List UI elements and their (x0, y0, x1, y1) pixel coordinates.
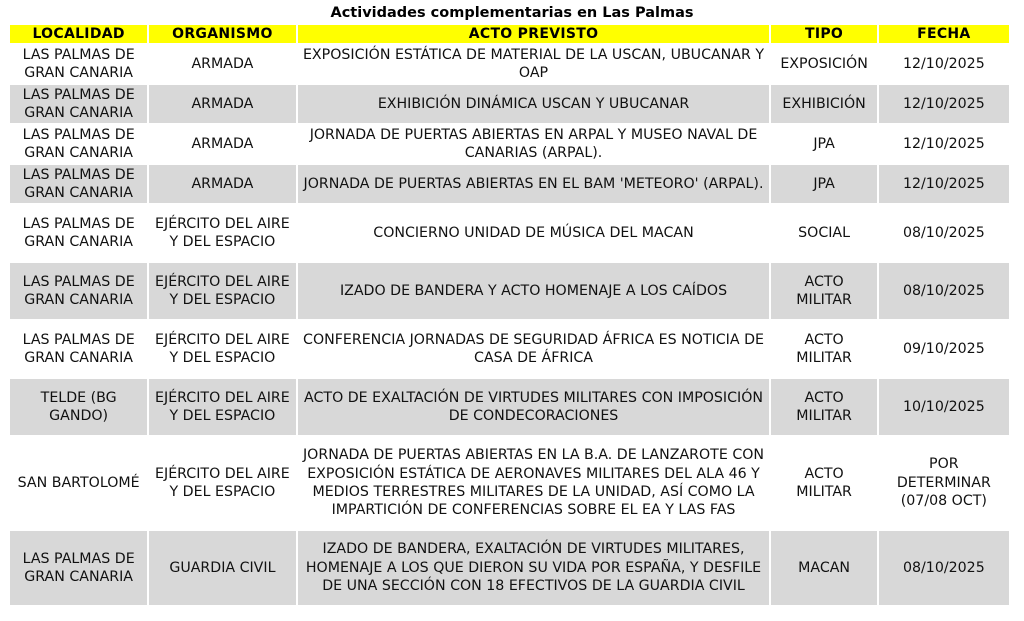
cell-localidad: TELDE (BG GANDO) (10, 379, 147, 435)
header-row (10, 25, 1009, 43)
cell-fecha: 12/10/2025 (879, 165, 1009, 203)
cell-localidad: SAN BARTOLOMÉ (10, 437, 147, 529)
cell-acto: IZADO DE BANDERA, EXALTACIÓN DE VIRTUDES MILITARES, HOMENAJE A LOS QUE DIERON SU VIDA POR ESPAÑA, Y DESFILE DE UNA SECCIÓN CON 18 EFECTIVOS DE LA GUARDIA CIVIL (298, 531, 770, 605)
cell-fecha: 12/10/2025 (879, 45, 1009, 83)
cell-organismo: ARMADA (149, 165, 295, 203)
cell-tipo: EXHIBICIÓN (771, 85, 876, 123)
cell-localidad: LAS PALMAS DE GRAN CANARIA (10, 321, 147, 377)
cell-tipo: JPA (771, 125, 876, 163)
cell-organismo: EJÉRCITO DEL AIRE Y DEL ESPACIO (149, 321, 295, 377)
cell-localidad: LAS PALMAS DE GRAN CANARIA (10, 531, 147, 605)
cell-fecha: 12/10/2025 (879, 85, 1009, 123)
cell-tipo: SOCIAL (771, 205, 876, 261)
table-row (10, 205, 1009, 261)
cell-acto: JORNADA DE PUERTAS ABIERTAS EN ARPAL Y MUSEO NAVAL DE CANARIAS (ARPAL). (298, 125, 770, 163)
table-row (10, 321, 1009, 377)
cell-fecha: 09/10/2025 (879, 321, 1009, 377)
table-row (10, 125, 1009, 163)
cell-tipo: MACAN (771, 531, 876, 605)
table-row (10, 379, 1009, 435)
cell-acto: EXPOSICIÓN ESTÁTICA DE MATERIAL DE LA USCAN, UBUCANAR Y OAP (298, 45, 770, 83)
header-localidad: LOCALIDAD (10, 25, 147, 43)
cell-acto: ACTO DE EXALTACIÓN DE VIRTUDES MILITARES CON IMPOSICIÓN DE CONDECORACIONES (298, 379, 770, 435)
cell-tipo: EXPOSICIÓN (771, 45, 876, 83)
cell-localidad: LAS PALMAS DE GRAN CANARIA (10, 165, 147, 203)
cell-localidad: LAS PALMAS DE GRAN CANARIA (10, 45, 147, 83)
table-row (10, 263, 1009, 319)
cell-fecha: 08/10/2025 (879, 205, 1009, 261)
cell-organismo: ARMADA (149, 45, 295, 83)
header-organismo: ORGANISMO (149, 25, 295, 43)
cell-organismo: GUARDIA CIVIL (149, 531, 295, 605)
cell-acto: CONFERENCIA JORNADAS DE SEGURIDAD ÁFRICA ES NOTICIA DE CASA DE ÁFRICA (298, 321, 770, 377)
cell-organismo: ARMADA (149, 85, 295, 123)
cell-organismo: ARMADA (149, 125, 295, 163)
header-acto-previsto: ACTO PREVISTO (298, 25, 770, 43)
table-row (10, 45, 1009, 83)
cell-fecha: 10/10/2025 (879, 379, 1009, 435)
cell-tipo: ACTO MILITAR (771, 321, 876, 377)
cell-organismo: EJÉRCITO DEL AIRE Y DEL ESPACIO (149, 205, 295, 261)
document-title: Actividades complementarias en Las Palmas (330, 5, 694, 21)
cell-acto: JORNADA DE PUERTAS ABIERTAS EN LA B.A. DE LANZAROTE CON EXPOSICIÓN ESTÁTICA DE AERONAVES MILITARES DEL ALA 46 Y MEDIOS TERRESTRES MILITARES DE LA UNIDAD, ASÍ COMO LA IMPARTICIÓN DE CONFERENCIAS SOBRE EL EA Y LAS FAS (298, 437, 770, 529)
cell-fecha: 08/10/2025 (879, 263, 1009, 319)
cell-acto: JORNADA DE PUERTAS ABIERTAS EN EL BAM 'METEORO' (ARPAL). (298, 165, 770, 203)
table-row (10, 437, 1009, 529)
cell-localidad: LAS PALMAS DE GRAN CANARIA (10, 125, 147, 163)
cell-organismo: EJÉRCITO DEL AIRE Y DEL ESPACIO (149, 437, 295, 529)
cell-fecha: 08/10/2025 (879, 531, 1009, 605)
cell-tipo: ACTO MILITAR (771, 263, 876, 319)
cell-organismo: EJÉRCITO DEL AIRE Y DEL ESPACIO (149, 379, 295, 435)
header-tipo: TIPO (771, 25, 876, 43)
cell-tipo: ACTO MILITAR (771, 379, 876, 435)
cell-tipo: ACTO MILITAR (771, 437, 876, 529)
activities-table (8, 23, 1011, 607)
table-row (10, 531, 1009, 605)
cell-localidad: LAS PALMAS DE GRAN CANARIA (10, 85, 147, 123)
cell-fecha: POR DETERMINAR (07/08 OCT) (879, 437, 1009, 529)
cell-acto: EXHIBICIÓN DINÁMICA USCAN Y UBUCANAR (298, 85, 770, 123)
table-row (10, 165, 1009, 203)
cell-acto: CONCIERNO UNIDAD DE MÚSICA DEL MACAN (298, 205, 770, 261)
cell-acto: IZADO DE BANDERA Y ACTO HOMENAJE A LOS CAÍDOS (298, 263, 770, 319)
cell-localidad: LAS PALMAS DE GRAN CANARIA (10, 263, 147, 319)
cell-organismo: EJÉRCITO DEL AIRE Y DEL ESPACIO (149, 263, 295, 319)
cell-localidad: LAS PALMAS DE GRAN CANARIA (10, 205, 147, 261)
cell-fecha: 12/10/2025 (879, 125, 1009, 163)
cell-tipo: JPA (771, 165, 876, 203)
header-fecha: FECHA (879, 25, 1009, 43)
table-row (10, 85, 1009, 123)
